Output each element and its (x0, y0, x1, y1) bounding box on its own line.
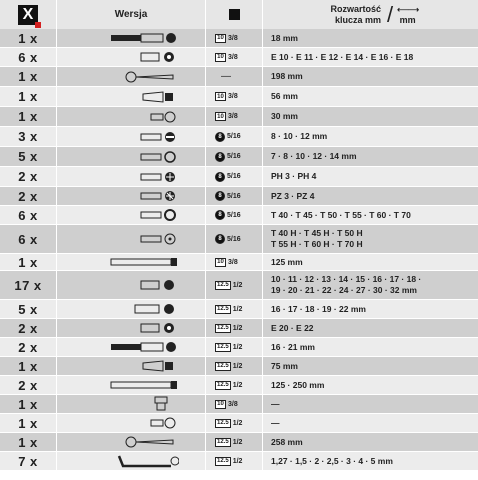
drive-fraction: 1/2 (232, 457, 243, 465)
no-drive-dash: — (221, 71, 231, 82)
table-row (0, 376, 478, 394)
brand-logo-mark: X (18, 5, 38, 25)
quantity-cell: 2 x (0, 319, 56, 337)
version-cell (57, 206, 205, 224)
extension-icon (109, 380, 179, 390)
range-cell (263, 395, 478, 413)
drive-fraction: 5/16 (227, 211, 241, 219)
bit-ph-icon (139, 171, 179, 183)
range-value-line2: T 55 H · T 60 H · T 70 H (271, 239, 363, 249)
range-cell (263, 254, 478, 270)
drive-size-tag (215, 53, 238, 62)
range-cell (263, 29, 478, 47)
drive-size-cell (206, 433, 262, 451)
drive-size-badge: 12.5 (217, 439, 229, 445)
drive-fraction: 5/16 (227, 235, 241, 243)
drive-size-badge: 10 (215, 92, 226, 101)
version-cell (57, 187, 205, 205)
version-cell (57, 452, 205, 470)
socket-icon (139, 279, 179, 291)
drive-fraction: 1/2 (232, 419, 243, 427)
drive-size-tag (215, 34, 238, 43)
table-row (0, 167, 478, 186)
range-value: 125 · 250 mm (271, 379, 325, 390)
version-cell (57, 357, 205, 375)
drive-size-cell (206, 127, 262, 146)
range-column-header (263, 0, 478, 29)
range-value: T 40 · T 45 · T 50 · T 55 · T 60 · T 70 (271, 209, 411, 220)
drive-fraction: 3/8 (228, 93, 238, 100)
drive-fraction: 5/16 (227, 173, 241, 180)
range-value: — (271, 417, 280, 428)
drive-size-tag (215, 92, 238, 101)
range-cell (263, 127, 478, 146)
drive-fraction: 1/2 (232, 438, 243, 446)
quantity-cell: 1 x (0, 357, 56, 375)
range-cell (263, 206, 478, 224)
socket-torx-e-icon (139, 322, 179, 334)
drive-size-tag (215, 362, 242, 371)
bit-adapter-icon (109, 32, 179, 44)
drive-size-tag (215, 112, 238, 121)
drive-size-cell (206, 452, 262, 470)
version-cell (57, 395, 205, 413)
table-row (0, 225, 478, 253)
range-cell (263, 187, 478, 205)
quantity-cell: 1 x (0, 29, 56, 47)
version-cell (57, 87, 205, 106)
drive-fraction: 3/8 (228, 53, 238, 61)
drive-size-badge: 8 (215, 234, 225, 244)
range-cell (263, 300, 478, 318)
drive-size-cell (206, 187, 262, 205)
range-header-unit: mm (399, 14, 416, 25)
quantity-cell: 6 x (0, 225, 56, 253)
drive-size-cell (206, 271, 262, 299)
version-column-header: Wersja (57, 0, 205, 29)
drive-fraction: 5/16 (227, 133, 241, 140)
range-value: 16 · 17 · 18 · 19 · 22 mm (271, 303, 366, 314)
drive-fraction: 1/2 (232, 381, 243, 389)
range-value: 258 mm (271, 436, 303, 447)
version-cell (57, 67, 205, 86)
range-value: 125 mm (271, 256, 303, 267)
version-cell (57, 433, 205, 451)
bit-hex-icon (139, 151, 179, 163)
drive-size-badge: 10 (215, 53, 226, 62)
drive-fraction: 1/2 (232, 324, 243, 332)
drive-size-cell (206, 395, 262, 413)
range-header-line1: Rozwartość (330, 3, 381, 14)
range-value: 10 · 11 · 12 · 13 · 14 · 15 · 16 · 17 · 18 · (271, 274, 422, 284)
t-handle-icon (139, 359, 179, 373)
brand-logo (0, 0, 56, 29)
drive-size-badge: 12.5 (217, 325, 229, 331)
table-row (0, 29, 478, 47)
quantity-cell: 3 x (0, 127, 56, 146)
range-value-line2: 19 · 20 · 21 · 22 · 24 · 27 · 30 · 32 mm (271, 285, 417, 295)
drive-size-badge: 12.5 (217, 420, 229, 426)
drive-size-badge: 12.5 (217, 344, 229, 350)
drive-fraction: 5/16 (227, 153, 241, 160)
quantity-cell: 1 x (0, 414, 56, 432)
range-cell (263, 357, 478, 375)
version-cell (57, 107, 205, 126)
version-cell (57, 127, 205, 146)
bit-torx-h-icon (139, 233, 179, 245)
version-cell (57, 376, 205, 394)
drive-size-cell (206, 300, 262, 318)
quantity-cell: 1 x (0, 395, 56, 413)
drive-size-cell (206, 225, 262, 253)
range-cell (263, 147, 478, 166)
drive-size-cell (206, 357, 262, 375)
range-cell (263, 225, 478, 253)
range-cell (263, 271, 478, 299)
table-row (0, 107, 478, 126)
drive-size-badge: 12.5 (217, 363, 229, 369)
drive-size-badge: 10 (215, 400, 226, 409)
t-handle-icon (139, 90, 179, 104)
quantity-cell: 6 x (0, 48, 56, 66)
version-cell (57, 29, 205, 47)
range-value: 8 · 10 · 12 mm (271, 131, 328, 141)
bit-slot-icon (139, 131, 179, 143)
table-header (0, 0, 478, 29)
drive-size-badge: 8 (215, 191, 225, 201)
drive-size-badge: 10 (215, 258, 226, 267)
table-row (0, 254, 478, 270)
bit-pz-icon (139, 190, 179, 202)
quantity-cell: 2 x (0, 167, 56, 186)
range-cell (263, 319, 478, 337)
table-row (0, 271, 478, 299)
version-cell (57, 225, 205, 253)
adapter-icon (149, 417, 179, 429)
drive-size-badge: 12.5 (217, 458, 229, 464)
table-row (0, 300, 478, 318)
ratchet-icon (123, 436, 179, 448)
drive-fraction: 1/2 (232, 362, 243, 370)
drive-size-badge: 8 (215, 132, 225, 142)
drive-column-header (206, 0, 262, 29)
range-cell (263, 107, 478, 126)
drive-size-badge: 8 (215, 172, 225, 182)
version-cell (57, 414, 205, 432)
deep-socket-icon (133, 303, 179, 315)
range-value: 30 mm (271, 111, 298, 121)
extension-icon (109, 257, 179, 267)
table-row (0, 48, 478, 66)
drive-size-cell (206, 48, 262, 66)
drive-size-tag (215, 281, 242, 290)
version-cell (57, 319, 205, 337)
range-value: 18 mm (271, 32, 298, 43)
drive-size-tag (215, 258, 238, 267)
range-cell (263, 48, 478, 66)
drive-size-badge: 8 (215, 152, 225, 162)
range-cell (263, 452, 478, 470)
version-cell (57, 300, 205, 318)
quantity-cell: 5 x (0, 147, 56, 166)
range-cell (263, 67, 478, 86)
version-cell (57, 147, 205, 166)
drive-fraction: 1/2 (232, 305, 243, 313)
quantity-cell: 17 x (0, 271, 56, 299)
range-value: 7 · 8 · 10 · 12 · 14 mm (271, 151, 357, 161)
range-cell (263, 167, 478, 186)
table-row (0, 67, 478, 86)
drive-size-tag (215, 152, 241, 162)
range-cell (263, 433, 478, 451)
hex-key-icon (115, 454, 179, 468)
version-cell (57, 338, 205, 356)
version-cell (57, 48, 205, 66)
drive-fraction: 3/8 (228, 113, 238, 120)
drive-size-tag (215, 419, 242, 428)
table-row (0, 395, 478, 413)
version-cell (57, 167, 205, 186)
drive-size-badge: 12.5 (217, 282, 229, 288)
ratchet-icon (123, 71, 179, 83)
drive-size-cell (206, 167, 262, 186)
quantity-cell: 6 x (0, 206, 56, 224)
quantity-cell: 2 x (0, 376, 56, 394)
drive-size-tag (215, 210, 241, 220)
drive-size-cell (206, 107, 262, 126)
drive-size-tag (215, 172, 241, 182)
drive-size-tag (215, 191, 241, 201)
quantity-cell: 1 x (0, 67, 56, 86)
range-cell (263, 338, 478, 356)
range-value: 56 mm (271, 91, 298, 101)
drive-size-cell (206, 147, 262, 166)
drive-size-cell (206, 87, 262, 106)
drive-size-cell (206, 414, 262, 432)
range-value: PZ 3 · PZ 4 (271, 190, 315, 201)
quantity-cell: 2 x (0, 187, 56, 205)
slash-divider: / (387, 2, 394, 27)
drive-size-tag (215, 438, 242, 447)
drive-size-tag (215, 324, 242, 333)
table-row (0, 147, 478, 166)
drive-size-tag (215, 234, 241, 244)
version-cell (57, 254, 205, 270)
u-joint-icon (149, 396, 179, 412)
quantity-cell: 1 x (0, 107, 56, 126)
table-row (0, 319, 478, 337)
quantity-cell: 2 x (0, 338, 56, 356)
drive-size-tag (215, 400, 238, 409)
drive-size-cell (206, 376, 262, 394)
drive-size-badge: 10 (215, 34, 226, 43)
drive-size-tag (215, 457, 242, 466)
drive-size-tag (215, 343, 242, 352)
drive-fraction: 1/2 (232, 343, 243, 351)
drive-size-cell (206, 254, 262, 270)
drive-size-cell (206, 319, 262, 337)
table-row (0, 433, 478, 451)
range-value: 1,27 · 1,5 · 2 · 2,5 · 3 · 4 · 5 mm (271, 455, 393, 466)
adapter-icon (149, 111, 179, 123)
drive-fraction: 5/16 (227, 192, 241, 200)
table-row (0, 338, 478, 356)
drive-fraction: 3/8 (228, 400, 238, 408)
drive-size-badge: 8 (215, 210, 225, 220)
range-value: PH 3 · PH 4 (271, 171, 317, 181)
table-row (0, 187, 478, 205)
range-value: 198 mm (271, 71, 303, 81)
range-value: T 40 H · T 45 H · T 50 H (271, 228, 363, 238)
quantity-cell: 7 x (0, 452, 56, 470)
range-cell (263, 414, 478, 432)
drive-size-badge: 10 (215, 112, 226, 121)
quantity-cell: 1 x (0, 433, 56, 451)
table-row (0, 357, 478, 375)
table-row (0, 206, 478, 224)
drive-size-cell (206, 67, 262, 86)
drive-size-tag (215, 305, 242, 314)
square-drive-icon (229, 9, 240, 20)
quantity-cell: 1 x (0, 87, 56, 106)
socket-torx-e-icon (139, 51, 179, 63)
range-cell (263, 87, 478, 106)
quantity-cell: 5 x (0, 300, 56, 318)
quantity-cell: 1 x (0, 254, 56, 270)
length-arrow-icon: ⟵⟶ (397, 4, 419, 14)
drive-size-badge: 12.5 (217, 306, 229, 312)
range-value: 16 · 21 mm (271, 341, 315, 352)
drive-fraction: 3/8 (228, 34, 238, 42)
drive-size-tag (215, 132, 241, 142)
drive-size-badge: 12.5 (217, 382, 229, 388)
range-value: — (271, 398, 280, 409)
table-row (0, 414, 478, 432)
drive-fraction: 3/8 (228, 258, 238, 266)
drive-fraction: 1/2 (232, 281, 243, 289)
drive-size-tag (215, 381, 242, 390)
bit-torx-icon (139, 209, 179, 221)
table-row (0, 127, 478, 146)
bit-adapter-icon (109, 341, 179, 353)
range-value: 75 mm (271, 360, 298, 371)
range-value: E 10 · E 11 · E 12 · E 14 · E 16 · E 18 (271, 51, 414, 62)
table-row (0, 87, 478, 106)
range-cell (263, 376, 478, 394)
drive-size-cell (206, 29, 262, 47)
drive-size-cell (206, 338, 262, 356)
range-value: E 20 · E 22 (271, 322, 314, 333)
range-header-line2: klucza mm (334, 14, 381, 25)
table-row (0, 452, 478, 470)
version-cell (57, 271, 205, 299)
drive-size-cell (206, 206, 262, 224)
